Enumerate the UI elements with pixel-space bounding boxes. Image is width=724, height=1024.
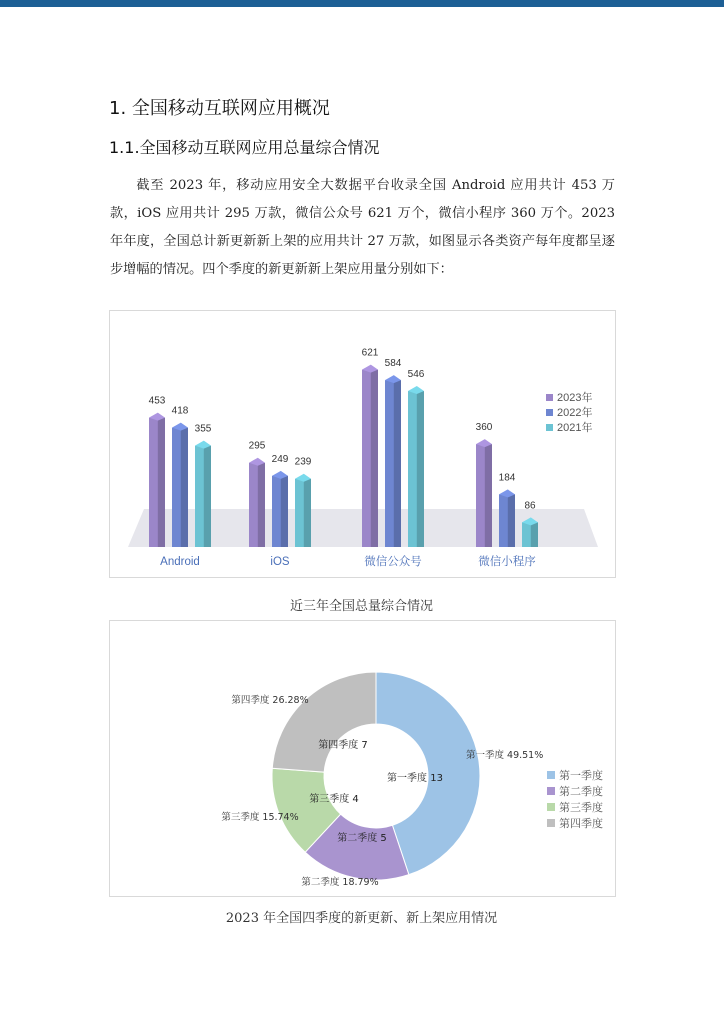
slice-percent-label: 第一季度 49.51% bbox=[466, 750, 544, 761]
bar bbox=[195, 441, 211, 547]
legend-label: 第二季度 bbox=[559, 786, 603, 798]
bar bbox=[499, 489, 515, 547]
bar-side bbox=[181, 428, 188, 547]
data-label: 249 bbox=[271, 453, 289, 465]
slice-percent-label: 第三季度 15.74% bbox=[221, 812, 299, 823]
bar-side bbox=[158, 418, 165, 547]
bar bbox=[476, 439, 492, 547]
legend-swatch bbox=[547, 771, 555, 779]
bar-side bbox=[371, 370, 378, 547]
legend-swatch bbox=[547, 803, 555, 811]
bar-chart bbox=[110, 311, 615, 577]
figure-2-caption: 2023 年全国四季度的新更新、新上架应用情况 bbox=[225, 911, 498, 926]
slice-value-label: 第一季度 13 bbox=[387, 773, 443, 784]
data-label: 239 bbox=[294, 456, 312, 468]
slice-value-label: 第四季度 7 bbox=[318, 740, 368, 751]
bar bbox=[408, 386, 424, 547]
data-label: 546 bbox=[407, 369, 425, 380]
data-label: 184 bbox=[498, 472, 516, 484]
bar-side bbox=[485, 444, 492, 547]
bar-chart-figure bbox=[109, 310, 616, 578]
data-label: 418 bbox=[171, 405, 189, 417]
x-tick-label: iOS bbox=[270, 556, 290, 568]
bar-side bbox=[204, 446, 211, 547]
bar-side bbox=[304, 479, 311, 547]
bar bbox=[522, 517, 538, 547]
x-tick-label: 微信小程序 bbox=[478, 556, 536, 568]
bar-side bbox=[281, 476, 288, 547]
slice-value-label: 第二季度 5 bbox=[337, 833, 387, 844]
bar-side bbox=[394, 380, 401, 547]
bar bbox=[362, 365, 378, 547]
bar bbox=[249, 458, 265, 547]
legend-swatch bbox=[547, 787, 555, 795]
legend-label: 2021年 bbox=[557, 422, 593, 434]
data-label: 621 bbox=[361, 347, 379, 359]
legend-label: 第一季度 bbox=[559, 770, 603, 782]
data-label: 453 bbox=[148, 395, 166, 407]
data-label: 584 bbox=[384, 358, 402, 370]
data-label: 86 bbox=[524, 500, 536, 512]
section-heading: 1. 全国移动互联网应用概况 bbox=[109, 98, 330, 119]
figure-1-caption: 近三年全国总量综合情况 bbox=[289, 599, 433, 614]
data-label: 355 bbox=[194, 423, 212, 435]
body-paragraph: 截至 2023 年，移动应用安全大数据平台收录全国 Android 应用共计 453 万款，iOS 应用共计 295 万款，微信公众号 621 万个，微信小程序 360 万个。2023 年年度，全国总计新更新新上架的应用共计 27 万款，如图显示各类资产每年度都呈逐步增幅的情况。四个季度的新更新新上架应用量分别如下： bbox=[110, 178, 615, 277]
data-label: 360 bbox=[475, 422, 493, 434]
x-tick-label: Android bbox=[160, 556, 200, 568]
subsection-heading: 1.1.全国移动互联网应用总量综合情况 bbox=[109, 138, 380, 157]
legend-swatch bbox=[547, 819, 555, 827]
bar-side bbox=[258, 463, 265, 547]
donut-chart bbox=[110, 621, 615, 896]
bar bbox=[295, 474, 311, 547]
legend-label: 第三季度 bbox=[559, 802, 603, 814]
bar bbox=[385, 375, 401, 547]
legend-swatch bbox=[546, 394, 553, 401]
x-tick-label: 微信公众号 bbox=[364, 556, 422, 568]
data-label: 295 bbox=[248, 440, 266, 452]
bar bbox=[272, 471, 288, 547]
donut-chart-figure bbox=[109, 620, 616, 897]
bar-side bbox=[417, 391, 424, 547]
legend-label: 2022年 bbox=[557, 407, 593, 419]
slice-percent-label: 第二季度 18.79% bbox=[301, 877, 379, 888]
legend-swatch bbox=[546, 424, 553, 431]
slice-value-label: 第三季度 4 bbox=[309, 794, 359, 805]
legend-label: 2023年 bbox=[557, 392, 593, 404]
bar bbox=[149, 413, 165, 547]
header-bar bbox=[0, 0, 724, 7]
bar-side bbox=[531, 522, 538, 547]
legend-swatch bbox=[546, 409, 553, 416]
legend-label: 第四季度 bbox=[559, 818, 603, 830]
donut-slice bbox=[272, 672, 376, 772]
bar bbox=[172, 423, 188, 547]
bar-side bbox=[508, 494, 515, 547]
slice-percent-label: 第四季度 26.28% bbox=[231, 695, 309, 706]
